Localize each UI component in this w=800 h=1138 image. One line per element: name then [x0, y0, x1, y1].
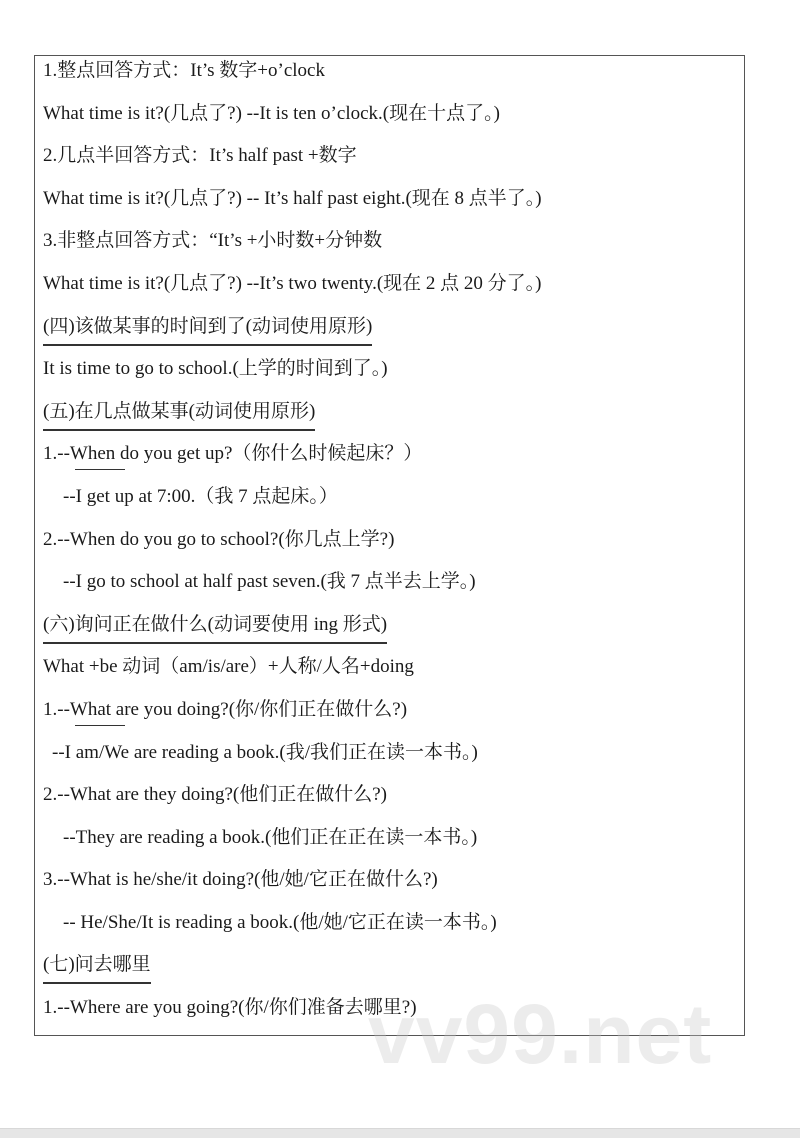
- heading-text: (五)在几点做某事(动词使用原形): [43, 397, 315, 431]
- line-text: 2.几点半回答方式：It’s half past +数字: [43, 145, 357, 167]
- text-line: [43, 135, 736, 178]
- text-line: [43, 476, 736, 519]
- line-text: What time is it?(几点了?) --It’s two twenty.(现在 2 点 20 分了。): [43, 272, 542, 294]
- text-line: [43, 348, 736, 391]
- text-line: [43, 519, 736, 562]
- line-text: What time is it?(几点了?) -- It’s half past eight.(现在 8 点半了。): [43, 187, 542, 209]
- line-text: 3.非整点回答方式：“It’s +小时数+分钟数: [43, 230, 383, 252]
- line-text: 1.--Where are you going?(你/你们准备去哪里?): [43, 997, 417, 1019]
- line-text: --I get up at 7:00.（我 7 点起床。）: [63, 485, 338, 507]
- text-line: [43, 859, 736, 902]
- line-text: 1.--When do you get up?（你什么时候起床？）: [43, 443, 423, 465]
- line-text: --I go to school at half past seven.(我 7 点半去上学。): [63, 571, 476, 593]
- text-line: [43, 433, 736, 476]
- text-line: [43, 902, 736, 945]
- line-text: -- He/She/It is reading a book.(他/她/它正在读一本书。): [63, 911, 497, 933]
- text-line: [43, 817, 736, 860]
- text-line: [43, 263, 736, 306]
- line-text: What +be 动词（am/is/are）+人称/人名+doing: [43, 656, 414, 678]
- section-heading: [43, 306, 736, 349]
- line-text: 2.--When do you go to school?(你几点上学?): [43, 528, 395, 550]
- line-text: 3.--What is he/she/it doing?(他/她/它正在做什么?): [43, 869, 438, 891]
- text-line: [43, 50, 736, 93]
- line-text: 1.整点回答方式：It’s 数字+o’clock: [43, 60, 325, 81]
- text-line: [43, 178, 736, 221]
- section-heading: [43, 944, 736, 987]
- line-text: --I am/We are reading a book.(我/我们正在读一本书。): [52, 741, 478, 763]
- word-underline: [75, 469, 125, 470]
- line-text: 1.--What are you doing?(你/你们正在做什么?): [43, 698, 408, 720]
- heading-text: (四)该做某事的时间到了(动词使用原形): [43, 312, 372, 346]
- heading-text: (六)询问正在做什么(动词要使用 ing 形式): [43, 610, 387, 644]
- section-heading: [43, 391, 736, 434]
- heading-text: (七)问去哪里: [43, 950, 151, 984]
- text-line: [43, 689, 736, 732]
- text-line: [43, 220, 736, 263]
- line-text: What time is it?(几点了?) --It is ten o’clock.(现在十点了。): [43, 102, 500, 124]
- line-text: It is time to go to school.(上学的时间到了。): [43, 358, 388, 380]
- text-line: [43, 646, 736, 689]
- text-line: [43, 93, 736, 136]
- word-underline: [75, 725, 125, 726]
- notes-content: [43, 50, 736, 1030]
- line-text: --They are reading a book.(他们正在正在读一本书。): [63, 826, 478, 848]
- text-line: [43, 561, 736, 604]
- text-line: [43, 774, 736, 817]
- notes-box: [34, 55, 745, 1036]
- watermark: vv99.net: [368, 987, 713, 1081]
- text-line: [43, 732, 736, 775]
- line-text: 2.--What are they doing?(他们正在做什么?): [43, 784, 388, 806]
- section-heading: [43, 604, 736, 647]
